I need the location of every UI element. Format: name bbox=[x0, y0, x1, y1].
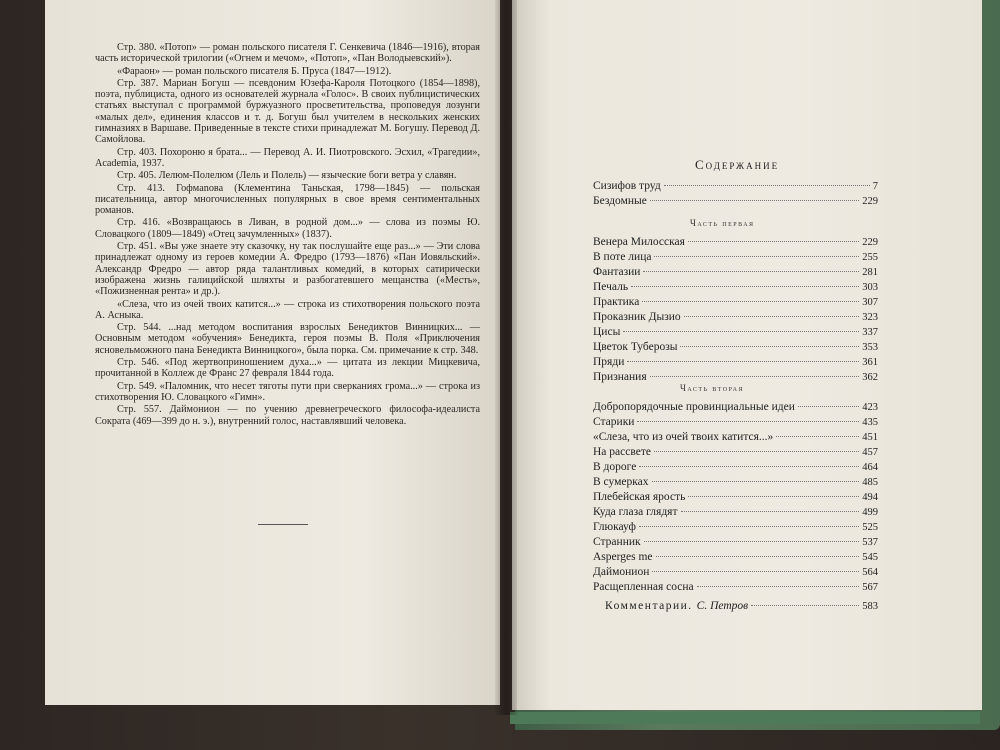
leader-dots bbox=[652, 571, 859, 572]
toc-entry-page: 303 bbox=[862, 282, 878, 293]
toc-entry-page: 451 bbox=[862, 432, 878, 443]
toc-row bbox=[593, 416, 878, 430]
part-one-title: Часть первая bbox=[690, 218, 755, 228]
leader-dots bbox=[639, 466, 859, 467]
toc-entry-page: 361 bbox=[862, 357, 878, 368]
toc-entry-title: Плебейская ярость bbox=[593, 491, 686, 503]
toc-entry-title: Пряди bbox=[593, 356, 625, 368]
note: Стр. 549. «Паломник, что несет тяготы пути при сверканиях грома...» — строка из стихотворения Ю. Словацкого «Гимн». bbox=[95, 380, 480, 403]
toc-entry-page: 485 bbox=[862, 477, 878, 488]
toc-row bbox=[593, 266, 878, 280]
leader-dots bbox=[650, 200, 859, 201]
cover-edge bbox=[510, 712, 980, 724]
toc-entry-page: 307 bbox=[862, 297, 878, 308]
toc-entry-page: 525 bbox=[862, 522, 878, 533]
toc-row bbox=[593, 401, 878, 415]
leader-dots bbox=[798, 406, 859, 407]
leader-dots bbox=[650, 376, 860, 377]
toc-row bbox=[593, 311, 878, 325]
leader-dots bbox=[680, 346, 859, 347]
note: Стр. 380. «Потоп» — роман польского писателя Г. Сенкевича (1846—1916), вторая часть исторической трилогии («Огнем и мечом», «Потоп», «Пан Володыевский»). bbox=[95, 42, 480, 65]
toc-entry-page: 229 bbox=[862, 237, 878, 248]
leader-dots bbox=[654, 451, 859, 452]
leader-dots bbox=[627, 361, 859, 362]
toc-entry-page: 423 bbox=[862, 402, 878, 413]
leader-dots bbox=[644, 541, 860, 542]
toc-entry-page: 7 bbox=[872, 181, 878, 192]
commentary-author: С. Петров bbox=[696, 600, 749, 612]
leader-dots bbox=[697, 586, 860, 587]
toc-entry-page: 362 bbox=[862, 372, 878, 383]
book-spine bbox=[495, 0, 517, 715]
toc-entry-page: 255 bbox=[862, 252, 878, 263]
leader-dots bbox=[656, 556, 860, 557]
leader-dots bbox=[623, 331, 859, 332]
toc-row bbox=[593, 236, 878, 250]
leader-dots bbox=[681, 511, 860, 512]
toc-entry-page: 229 bbox=[862, 196, 878, 207]
toc-row bbox=[593, 566, 878, 580]
note: Стр. 387. Мариан Богуш — псевдоним Юзефа-Кароля Потоцкого (1854—1898), поэта, публициста, одного из основателей журнала «Голос». В своих публицистических статьях выступал с программой буржуазного просветительства, проповедуя лозунги «малых дел», единения классов и т. д. Богуш был учителем в нескольких женских гимназиях в Варшаве. Приведенные в тексте стихи принадлежат М. Богушу. Перевод Д. Самойлова. bbox=[95, 77, 480, 146]
toc-row bbox=[593, 251, 878, 265]
toc-entry-title: «Слеза, что из очей твоих катится...» bbox=[593, 431, 774, 443]
toc-entry-page: 583 bbox=[862, 601, 878, 612]
toc-entry-title: Сизифов труд bbox=[593, 180, 661, 192]
toc-entry-title: Глюкауф bbox=[593, 521, 636, 533]
leader-dots bbox=[637, 421, 859, 422]
leader-dots bbox=[631, 286, 859, 287]
toc-entry-title: Фантазии bbox=[593, 266, 641, 278]
toc-entry-title: Венера Милосская bbox=[593, 236, 685, 248]
commentary-label: Комментарии. bbox=[605, 600, 693, 612]
toc-entry-title: Признания bbox=[593, 371, 647, 383]
note: Стр. 405. Лелюм-Полелюм (Лель и Полель) — языческие боги ветра у славян. bbox=[117, 170, 457, 182]
toc-entry-title: Странник bbox=[593, 536, 641, 548]
toc-entry-page: 281 bbox=[862, 267, 878, 278]
divider-line bbox=[258, 524, 308, 525]
leader-dots bbox=[688, 241, 859, 242]
toc-entry-page: 464 bbox=[862, 462, 878, 473]
toc-entry-page: 337 bbox=[862, 327, 878, 338]
toc-row bbox=[593, 446, 878, 460]
toc-row bbox=[593, 536, 878, 550]
toc-entry-title: Цветок Туберозы bbox=[593, 341, 678, 353]
toc-entry-title: В сумерках bbox=[593, 476, 649, 488]
toc-row bbox=[593, 476, 878, 490]
part-two-title: Часть вторая bbox=[680, 383, 744, 393]
leader-dots bbox=[642, 301, 859, 302]
toc-title: Содержание bbox=[695, 157, 780, 172]
toc-row bbox=[593, 341, 878, 355]
toc-entry-page: 323 bbox=[862, 312, 878, 323]
toc-entry-page: 353 bbox=[862, 342, 878, 353]
leader-dots bbox=[652, 481, 860, 482]
note: «Фараон» — роман польского писателя Б. Пруса (1847—1912). bbox=[117, 65, 392, 77]
toc-row bbox=[593, 281, 878, 295]
toc-row bbox=[593, 506, 878, 520]
note: Стр. 544. ...над методом воспитания взрослых Бенедиктов Винницких... — Основным методом «обучения» Бенедикта, героя поэмы В. Поля «Приключения ясновельможного пана Бенедикта Винницкого», была порка. См. примечание к стр. 348. bbox=[95, 322, 480, 356]
leader-dots bbox=[776, 436, 859, 437]
toc-row bbox=[593, 491, 878, 505]
leader-dots bbox=[751, 605, 859, 606]
toc-entry-title: Цисы bbox=[593, 326, 621, 338]
toc-row bbox=[593, 326, 878, 340]
toc-entry-title: Asperges me bbox=[593, 551, 653, 563]
toc-entry-page: 545 bbox=[862, 552, 878, 563]
toc-entry-title: Бездомные bbox=[593, 195, 647, 207]
toc-entry-title: Расщепленная сосна bbox=[593, 581, 694, 593]
toc-entry-title: Куда глаза глядят bbox=[593, 506, 678, 518]
toc-row bbox=[593, 356, 878, 370]
toc-row bbox=[593, 296, 878, 310]
toc-row bbox=[593, 431, 878, 445]
toc-entry-page: 537 bbox=[862, 537, 878, 548]
toc-row bbox=[593, 195, 878, 209]
note: Стр. 451. «Вы уже знаете эту сказочку, ну так послушайте еще раз...» — Эти слова принадлежат одному из героев комедии А. Фредро (1793—1876) «Пан Иовяльский». Александр Фредро — автор ряда талантливых комедий, в которых сатирически изображена жизнь галицийской шляхты и разбогатевшего мещанства («Месть», «Пожизненная рента» и др.). bbox=[95, 241, 480, 298]
toc-entry-title: На рассвете bbox=[593, 446, 651, 458]
toc-entry-page: 499 bbox=[862, 507, 878, 518]
leader-dots bbox=[664, 185, 870, 186]
note: Стр. 403. Похороню я брата... — Перевод А. И. Пиотровского. Эсхил, «Трагедии», Academia, 1937. bbox=[95, 146, 480, 169]
toc-entry-page: 435 bbox=[862, 417, 878, 428]
toc-entry-title: Старики bbox=[593, 416, 635, 428]
leader-dots bbox=[639, 526, 859, 527]
toc-entry-page: 457 bbox=[862, 447, 878, 458]
toc-entry-title: Даймонион bbox=[593, 566, 650, 578]
toc-row bbox=[593, 180, 878, 194]
note: Стр. 416. «Возвращаюсь в Ливан, в родной дом...» — слова из поэмы Ю. Словацкого (1809—1849) «Отец зачумленных» (1837). bbox=[95, 217, 480, 240]
toc-entry-page: 564 bbox=[862, 567, 878, 578]
note: «Слеза, что из очей твоих катится...» — строка из стихотворения польского поэта А. Асныка. bbox=[95, 298, 480, 321]
toc-row-commentary bbox=[605, 600, 878, 614]
toc-entry-page: 494 bbox=[862, 492, 878, 503]
leader-dots bbox=[654, 256, 859, 257]
toc-entry-title: Практика bbox=[593, 296, 640, 308]
toc-row bbox=[593, 581, 878, 595]
toc-entry-page: 567 bbox=[862, 582, 878, 593]
note: Стр. 546. «Под жертвоприношением духа...» — цитата из лекции Мицкевича, прочитанной в Коллеж де Франс 27 февраля 1844 года. bbox=[95, 357, 480, 380]
toc-entry-title: В поте лица bbox=[593, 251, 652, 263]
toc-entry-title: В дороге bbox=[593, 461, 637, 473]
leader-dots bbox=[688, 496, 859, 497]
toc-row bbox=[593, 461, 878, 475]
leader-dots bbox=[684, 316, 860, 317]
toc-entry-title: Добропорядочные провинциальные идеи bbox=[593, 401, 795, 413]
leader-dots bbox=[643, 271, 859, 272]
toc-entry-title: Проказник Дызио bbox=[593, 311, 681, 323]
note: Стр. 557. Даймонион — по учению древнегреческого философа-идеалиста Сократа (469—399 до н. э.), внутренний голос, наставлявший человека. bbox=[95, 404, 480, 427]
toc-row bbox=[593, 521, 878, 535]
note: Стр. 413. Гофмanова (Клементина Таньская, 1798—1845) — польская писательница, автор многочисленных популярных в свое время сентиментальных романов. bbox=[95, 182, 480, 217]
toc-row bbox=[593, 551, 878, 565]
toc-entry-title: Печаль bbox=[593, 281, 629, 293]
commentary-notes bbox=[95, 42, 480, 428]
